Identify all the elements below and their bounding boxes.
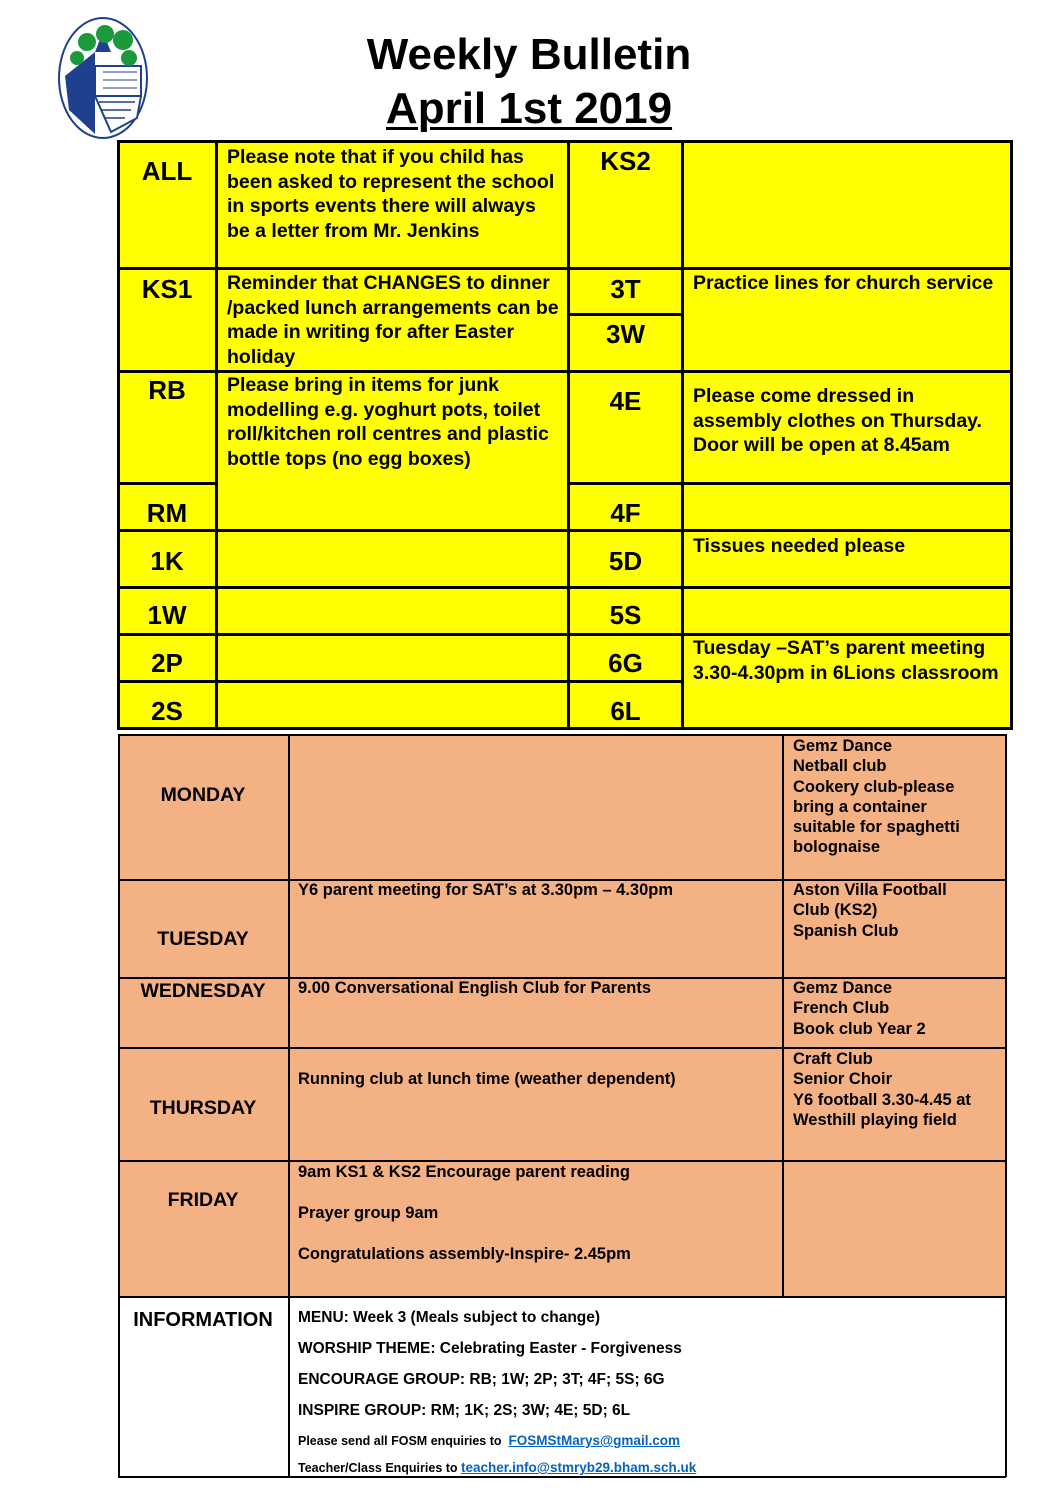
club-item: Gemz Dance	[793, 737, 893, 755]
club-item: Aston Villa Football	[793, 881, 947, 899]
club-item: Book club Year 2	[793, 1019, 926, 1038]
fosm-prefix: Please send all FOSM enquiries to	[298, 1434, 502, 1448]
class-label-3t: 3T	[610, 274, 641, 304]
class-note-6g: Tuesday –SAT’s parent meeting 3.30-4.30pm in 6Lions classroom	[693, 637, 999, 684]
teacher-prefix: Teacher/Class Enquiries to	[298, 1461, 458, 1475]
fosm-email-link[interactable]: FOSMStMarys@gmail.com	[508, 1433, 680, 1448]
club-item: Senior Choir	[793, 1070, 893, 1089]
class-label-4f: 4F	[610, 498, 641, 528]
class-label-all: ALL	[141, 156, 193, 186]
class-label-3w: 3W	[606, 319, 645, 349]
club-item: Craft Club	[793, 1050, 873, 1068]
info-encourage: ENCOURAGE GROUP: RB; 1W; 2P; 3T; 4F; 5S; 6G	[298, 1371, 665, 1388]
class-label-1k: 1K	[150, 546, 184, 576]
class-label-rm: RM	[146, 498, 188, 528]
day-thursday: THURSDAY	[149, 1097, 257, 1119]
club-item: bring a container	[793, 797, 927, 816]
day-friday: FRIDAY	[167, 1189, 239, 1211]
class-label-ks1: KS1	[141, 274, 193, 304]
class-note-3t: Practice lines for church service	[693, 272, 994, 294]
club-item: Gemz Dance	[793, 979, 893, 997]
club-item: Club (KS2)	[793, 901, 878, 920]
bulletin-title: Weekly Bulletin	[366, 30, 692, 79]
club-item: suitable for spaghetti	[793, 818, 960, 837]
class-label-4e: 4E	[609, 386, 642, 416]
bulletin-date: April 1st 2019	[385, 84, 673, 133]
class-note-all: Please note that if you child has been asked to represent the school in sports events there will always be a letter from Mr. Jenkins	[227, 146, 555, 242]
day-wednesday: WEDNESDAY	[140, 980, 266, 1002]
info-worship: WORSHIP THEME: Celebrating Easter - Forgiveness	[298, 1340, 682, 1357]
club-item: Spanish Club	[793, 921, 899, 940]
class-label-rb: RB	[148, 375, 186, 405]
club-item: bolognaise	[793, 838, 881, 857]
class-label-5s: 5S	[609, 600, 642, 630]
info-inspire: INSPIRE GROUP: RM; 1K; 2S; 3W; 4E; 5D; 6L	[298, 1402, 631, 1419]
club-item: Netball club	[793, 757, 887, 776]
class-label-ks2: KS2	[600, 146, 651, 176]
tuesday-events: Y6 parent meeting for SAT’s at 3.30pm – 4.30pm	[298, 881, 674, 899]
class-note-rb: Please bring in items for junk modelling e.g. yoghurt pots, toilet roll/kitchen roll centres and plastic bottle tops (no egg boxes)	[227, 374, 549, 470]
friday-event-assembly: Congratulations assembly-Inspire- 2.45pm	[298, 1245, 631, 1263]
club-item: Westhill playing field	[793, 1110, 957, 1129]
thursday-events: Running club at lunch time (weather dependent)	[298, 1070, 676, 1088]
class-note-4e: Please come dressed in assembly clothes on Thursday. Door will be open at 8.45am	[693, 385, 982, 456]
class-note-5d: Tissues needed please	[693, 535, 906, 557]
club-item: French Club	[793, 999, 890, 1018]
friday-event-reading: 9am KS1 & KS2 Encourage parent reading	[298, 1163, 630, 1181]
thursday-clubs	[793, 1049, 998, 1130]
tuesday-clubs	[793, 880, 998, 941]
class-label-1w: 1W	[147, 600, 187, 630]
info-menu: MENU: Week 3 (Meals subject to change)	[298, 1309, 601, 1326]
info-fosm	[298, 1433, 680, 1448]
wednesday-events: 9.00 Conversational English Club for Parents	[298, 979, 652, 997]
wednesday-clubs	[793, 978, 998, 1039]
day-monday: MONDAY	[160, 784, 246, 806]
monday-clubs	[793, 736, 998, 858]
day-tuesday: TUESDAY	[157, 928, 249, 950]
club-item: Y6 football 3.30-4.45 at	[793, 1090, 971, 1109]
class-label-2s: 2S	[151, 696, 183, 726]
class-label-6l: 6L	[610, 696, 641, 726]
class-label-6g: 6G	[608, 648, 643, 678]
friday-event-prayer: Prayer group 9am	[298, 1204, 439, 1222]
class-label-2p: 2P	[151, 648, 183, 678]
class-label-5d: 5D	[608, 546, 643, 576]
club-item: Cookery club-please	[793, 777, 955, 796]
class-note-ks1: Reminder that CHANGES to dinner /packed lunch arrangements can be made in writing for after Easter holiday	[227, 272, 559, 368]
teacher-email-link[interactable]: teacher.info@stmryb29.bham.sch.uk	[461, 1460, 697, 1475]
info-teacher	[298, 1460, 696, 1475]
information-label: INFORMATION	[133, 1309, 273, 1331]
